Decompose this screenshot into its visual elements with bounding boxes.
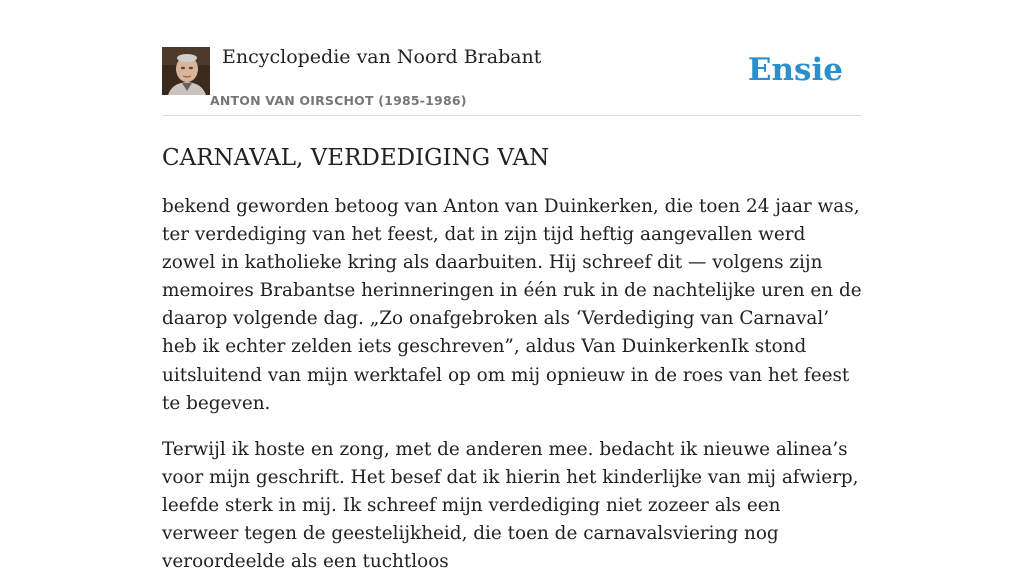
body-paragraph-1: bekend geworden betoog van Anton van Duinkerken, die toen 24 jaar was, ter verdediging van het feest, dat in zijn tijd heftig aangevallen werd zowel in katholieke kring als daarbuiten. Hij schreef dit — volgens zijn memoires Brabantse herinneringen in één ruk in de nachtelijke uren en de daarop volgende dag. „Zo onafgebroken als ‘Verdediging van Carnaval’ heb ik echter zelden iets geschreven”, aldus Van DuinkerkenIk stond uitsluitend van mijn werktafel op om mij opnieuw in de roes van het feest te begeven. bbox=[162, 196, 862, 414]
ensie-logo[interactable]: Ensie bbox=[747, 52, 843, 88]
article-page bbox=[162, 0, 862, 576]
source-header bbox=[162, 0, 862, 116]
entry-title: CARNAVAL, VERDEDIGING VAN bbox=[162, 145, 550, 171]
source-title[interactable]: Encyclopedie van Noord Brabant bbox=[222, 46, 542, 68]
author-portrait-icon bbox=[162, 47, 210, 95]
body-paragraph-2: Terwijl ik hoste en zong, met de anderen mee. bedacht ik nieuwe alinea’s voor mijn geschrift. Het besef dat ik hierin het kinderlijke van mij afwierp, leefde sterk in mij. Ik schreef mijn verdediging niet zozeer als een verweer tegen de geestelijkheid, die toen de carnavalsviering nog veroordeelde als een tuchtloos bbox=[162, 438, 859, 573]
author-credit[interactable]: ANTON VAN OIRSCHOT (1985-1986) bbox=[210, 93, 467, 108]
author-avatar[interactable] bbox=[162, 47, 210, 95]
